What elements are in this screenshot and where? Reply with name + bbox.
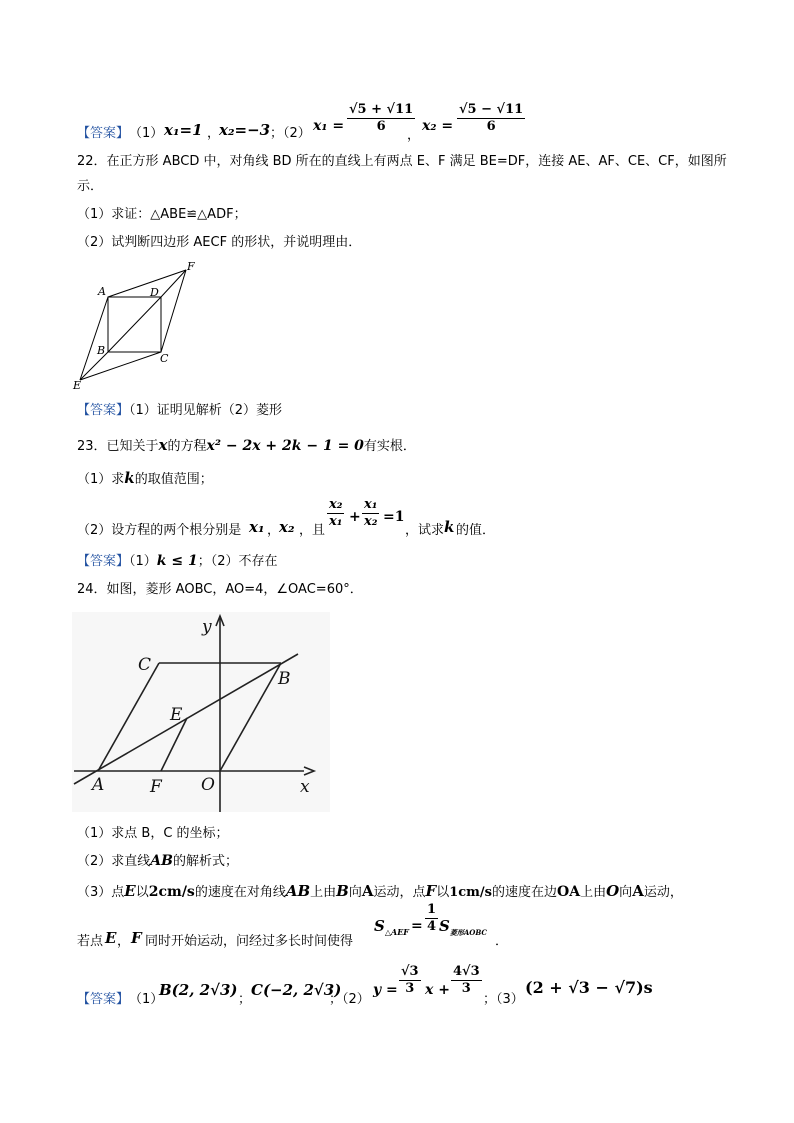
answer-c-coord: C(−2, 2√3) xyxy=(251,981,342,999)
denominator: 3 xyxy=(405,981,415,996)
answer-tag: 【答案】 xyxy=(77,992,130,1007)
fraction-x2-over-x1 xyxy=(327,497,344,530)
segment-af xyxy=(108,270,186,297)
x2-fraction xyxy=(457,102,525,135)
q22-figure xyxy=(70,258,210,393)
q24-part3-text: 运动， xyxy=(643,885,683,900)
area-subscript: △AEF xyxy=(384,927,409,937)
q23-stem-a: 23．已知关于 xyxy=(77,439,159,454)
separator: ， xyxy=(117,934,131,949)
point-f: F xyxy=(131,929,142,947)
slope-fraction xyxy=(399,964,421,997)
numerator: x₂ xyxy=(329,497,343,512)
fraction-x1-over-x2 xyxy=(362,497,379,530)
equals-sign: = xyxy=(411,918,423,934)
q24-figure xyxy=(72,612,330,812)
label-f: F xyxy=(187,260,195,273)
q23-stem-b: 的方程 xyxy=(167,439,207,454)
x2-numerator: √5 − √11 xyxy=(459,102,524,117)
label-a: A xyxy=(98,285,106,298)
label-b: B xyxy=(278,669,291,689)
q24-part3-text: 上由 xyxy=(310,885,337,900)
point-b: B xyxy=(336,882,349,900)
q24-part3-text: 运动，点 xyxy=(373,885,426,900)
q23-answer-line xyxy=(77,551,278,572)
q24-part3-text: 向 xyxy=(619,885,633,900)
point-f: F xyxy=(425,882,437,900)
q22-stem-1: 22．在正方形 ABCD 中，对角线 BD 所在的直线上有两点 E、F 满足 BE=DF，连接 AE、AF、CE、CF，如图所 xyxy=(77,154,727,169)
separator: ， xyxy=(407,128,421,143)
label-f: F xyxy=(150,777,162,797)
x1-lhs: x₁ = xyxy=(313,118,345,134)
denominator: x₁ xyxy=(329,514,343,529)
period: ． xyxy=(495,934,509,949)
q23-part1-b: 的取值范围； xyxy=(134,472,213,487)
label-y: y xyxy=(202,617,212,637)
label-b: B xyxy=(97,344,106,357)
denominator: 3 xyxy=(461,981,471,996)
q23-part2-b: ，且 xyxy=(299,523,326,538)
q22-part1: （1）求证：△ABE≌△ADF； xyxy=(77,207,247,222)
ans-part: ；（2） xyxy=(329,992,370,1007)
q23-part1 xyxy=(77,468,213,490)
point-a: A xyxy=(632,882,644,900)
part-label: （1） xyxy=(129,126,164,141)
label-a: A xyxy=(92,775,105,795)
q23-part1-a: （1）求 xyxy=(77,472,125,487)
ans-part: ；（2）不存在 xyxy=(197,554,278,569)
answer-time: (2 + √3 − √7)s xyxy=(525,978,653,997)
numerator: √3 xyxy=(401,964,419,979)
label-e: E xyxy=(170,705,183,725)
label-c: C xyxy=(160,352,169,365)
numerator: 1 xyxy=(427,902,437,917)
equals-one: =1 xyxy=(383,509,405,525)
numerator: x₁ xyxy=(364,497,378,512)
segment-ab: AB xyxy=(285,882,311,900)
q23-part2-a: （2）设方程的两个根分别是 xyxy=(77,523,242,538)
q24-part2 xyxy=(77,851,238,872)
separator: ； xyxy=(238,992,252,1007)
area-symbol: S xyxy=(439,917,450,935)
plus-sign: + xyxy=(349,509,361,525)
var-x1: x₁ xyxy=(249,518,265,536)
speed-1cm: 1cm/s xyxy=(449,885,492,900)
ans-part: ；（3） xyxy=(483,992,524,1007)
part-label: ；（2） xyxy=(270,126,311,141)
x1-fraction xyxy=(347,102,415,135)
y-equals: y = xyxy=(373,982,398,998)
x2-solution: x₂=−3 xyxy=(219,121,271,139)
point-e: E xyxy=(105,929,117,947)
x2-lhs: x₂ = xyxy=(422,118,454,134)
numerator: 4√3 xyxy=(453,964,480,979)
q24-part3-text: 以 xyxy=(436,885,450,900)
segment-oa: OA xyxy=(557,884,581,900)
q23-stem xyxy=(77,435,416,457)
q23-part2-d: 的值． xyxy=(456,523,496,538)
q24-part2-b: 的解析式； xyxy=(172,854,238,869)
segment-ce xyxy=(80,352,161,380)
segment-ae xyxy=(80,297,108,380)
q24-part3-text: 以 xyxy=(135,885,149,900)
area-aef xyxy=(374,916,409,942)
segment-cf xyxy=(161,270,186,352)
q24-part1: （1）求点 B，C 的坐标； xyxy=(77,826,229,841)
q22-part2: （2）试判断四边形 AECF 的形状，并说明理由． xyxy=(77,235,362,250)
point-a: A xyxy=(361,882,374,900)
separator: ， xyxy=(207,126,221,141)
q24-part3-text: 同时开始运动，问经过多长时间使得 xyxy=(145,934,354,949)
point-o: O xyxy=(606,882,620,900)
intercept-fraction xyxy=(451,964,482,997)
var-k: k xyxy=(124,469,135,487)
label-x: x xyxy=(300,777,310,797)
fraction-one-quarter xyxy=(425,902,438,935)
var-k: k xyxy=(444,518,455,536)
label-o: O xyxy=(201,775,215,795)
var-x: x xyxy=(158,436,168,454)
q24-part3 xyxy=(77,881,683,903)
area-rhombus xyxy=(439,916,487,943)
q23-stem-c: 有实根． xyxy=(363,439,416,454)
separator: ， xyxy=(267,523,281,538)
q24-part3-text: 的速度在边 xyxy=(492,885,558,900)
q24-part3-text: 的速度在对角线 xyxy=(194,885,286,900)
q24-part3-text: 若点 xyxy=(77,934,104,949)
q22-stem-2: 示． xyxy=(77,179,104,194)
q23-answer-k: k ≤ 1 xyxy=(156,553,198,569)
q24-part3-text: （3）点 xyxy=(77,885,125,900)
q23-part2-c: ，试求 xyxy=(405,523,445,538)
q23-equation: x² − 2x + 2k − 1 = 0 xyxy=(206,438,364,454)
answer-tag: 【答案】 xyxy=(77,403,130,418)
q24-part3-text: 向 xyxy=(348,885,362,900)
x1-solution: x₁=1 xyxy=(164,121,203,139)
label-e: E xyxy=(73,379,82,392)
var-x2: x₂ xyxy=(279,518,295,536)
q24-part2-a: （2）求直线 xyxy=(77,854,151,869)
q24-stem: 24．如图，菱形 AOBC，AO=4，∠OAC=60°． xyxy=(77,582,363,597)
x1-numerator: √5 + √11 xyxy=(349,102,414,117)
diagonal-bd xyxy=(108,297,161,352)
x-plus: x + xyxy=(425,982,450,998)
denominator: 4 xyxy=(427,919,437,934)
answer-b-coord: B(2, 2√3) xyxy=(159,981,238,999)
ans-part: （1） xyxy=(129,992,164,1007)
answer-tag: 【答案】 xyxy=(77,554,130,569)
answer-tag: 【答案】 xyxy=(77,126,130,141)
label-c: C xyxy=(138,655,152,675)
q24-part3-text: 上由 xyxy=(580,885,607,900)
q22-answer-line xyxy=(77,401,282,421)
area-subscript: 菱形AOBC xyxy=(449,928,487,937)
speed-2cm: 2cm/s xyxy=(148,884,195,900)
ans-part: （1） xyxy=(129,554,157,569)
x2-denominator: 6 xyxy=(486,119,496,134)
area-symbol: S xyxy=(374,917,385,935)
segment-ab: AB xyxy=(150,853,173,869)
q22-answer: （1）证明见解析（2）菱形 xyxy=(129,403,283,418)
point-e: E xyxy=(124,882,136,900)
denominator: x₂ xyxy=(364,514,378,529)
x1-denominator: 6 xyxy=(376,119,386,134)
label-d: D xyxy=(150,286,159,299)
